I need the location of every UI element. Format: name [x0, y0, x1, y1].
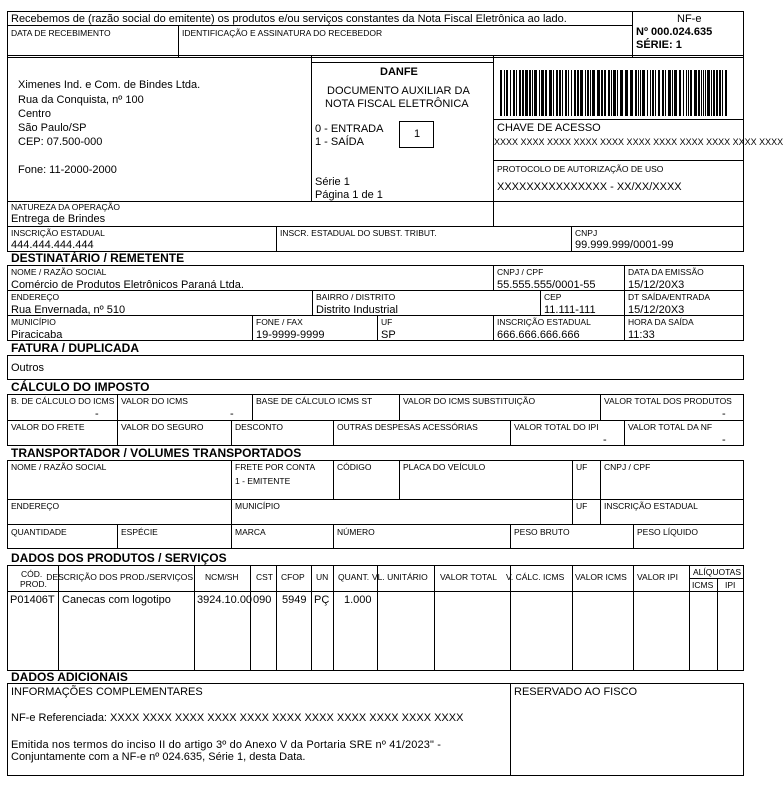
- transp-especie-label: ESPÉCIE: [121, 527, 158, 537]
- barcode-bar: [650, 70, 651, 116]
- ipi-label: VALOR TOTAL DO IPI: [514, 422, 599, 432]
- transp-codigo-label: CÓDIGO: [337, 462, 372, 472]
- dest-fone: 19-9999-9999: [256, 329, 325, 341]
- barcode-bar: [601, 70, 603, 116]
- barcode-bar: [694, 70, 697, 116]
- barcode-bar: [541, 70, 544, 116]
- transp-placa-label: PLACA DO VEÍCULO: [403, 462, 486, 472]
- barcode-bar: [597, 70, 600, 116]
- dest-cep-label: CEP: [544, 292, 562, 302]
- dest-hora: 11:33: [628, 329, 655, 341]
- barcode-bar: [506, 70, 508, 116]
- barcode-bar: [640, 70, 641, 116]
- danfe-sub1: DOCUMENTO AUXILIAR DA: [327, 85, 470, 97]
- ipi-value: -: [603, 434, 607, 446]
- dest-uf-label: UF: [381, 317, 393, 327]
- th-desc: DESCRIÇÃO DOS PROD./SERVIÇOS: [46, 572, 193, 582]
- dest-cep: 11.111-111: [544, 304, 596, 316]
- barcode-bar: [539, 70, 540, 116]
- transp-frete-label: FRETE POR CONTA: [235, 462, 316, 472]
- transp-frete-value: 1 - EMITENTE: [235, 476, 291, 486]
- transp-peso-bruto-label: PESO BRUTO: [514, 527, 570, 537]
- total-nf-label: VALOR TOTAL DA NF: [628, 422, 713, 432]
- emitente-name: Ximenes Ind. e Com. de Bindes Ltda.: [18, 79, 201, 91]
- barcode-bar: [532, 70, 533, 116]
- barcode-bar: [672, 70, 673, 116]
- th-prod: PROD.: [20, 579, 47, 589]
- dest-municipio-label: MUNICÍPIO: [11, 317, 56, 327]
- transp-municipio-label: MUNICÍPIO: [235, 501, 280, 511]
- barcode-bar: [553, 70, 554, 116]
- transp-peso-liquido-label: PESO LÍQUIDO: [637, 527, 698, 537]
- emitente-city: São Paulo/SP: [18, 122, 87, 134]
- canhoto-text: Recebemos de (razão social do emitente) os produtos e/ou serviços constantes da Nota Fiscal Eletrônica ao lado.: [11, 13, 567, 25]
- emitente-district: Centro: [18, 108, 52, 120]
- barcode-bar: [562, 70, 563, 116]
- ie-value: 444.444.444.444: [11, 239, 94, 251]
- th-cst: CST: [256, 572, 273, 582]
- destinatario-title: DESTINATÁRIO / REMETENTE: [11, 251, 185, 265]
- protocolo-value: XXXXXXXXXXXXXXX - XX/XX/XXXX: [497, 181, 682, 193]
- transportador-title: TRANSPORTADOR / VOLUMES TRANSPORTADOS: [11, 446, 302, 460]
- desconto-label: DESCONTO: [235, 422, 284, 432]
- emitente-street: Rua da Conquista, nº 100: [18, 94, 144, 106]
- bc-icms-st-label: BASE DE CÁLCULO ICMS ST: [256, 396, 373, 406]
- danfe-sub2: NOTA FISCAL ELETRÔNICA: [325, 98, 469, 110]
- barcode-bar: [587, 70, 589, 116]
- bc-icms-value: -: [95, 408, 99, 420]
- barcode-bar: [525, 70, 528, 116]
- th-ncm: NCM/SH: [205, 572, 239, 582]
- transp-endereco-label: ENDEREÇO: [11, 501, 60, 511]
- barcode-bar: [662, 70, 664, 116]
- barcode-bar: [529, 70, 531, 116]
- dest-nome-label: NOME / RAZÃO SOCIAL: [11, 267, 107, 277]
- transp-cnpj-label: CNPJ / CPF: [604, 462, 651, 472]
- th-cfop: CFOP: [281, 572, 305, 582]
- canhoto-nfe: NF-e: [677, 13, 702, 25]
- valor-icms-label: VALOR DO ICMS: [121, 396, 188, 406]
- outras-label: OUTRAS DESPESAS ACESSÓRIAS: [337, 422, 478, 432]
- barcode-bar: [668, 70, 671, 116]
- valor-icms-st-label: VALOR DO ICMS SUBSTITUIÇÃO: [403, 396, 536, 406]
- barcode-bar: [590, 70, 591, 116]
- dest-municipio: Piracicaba: [11, 329, 63, 341]
- th-vipi: VALOR IPI: [637, 572, 678, 582]
- row-cfop: 5949: [282, 594, 307, 606]
- barcode-bar: [638, 70, 639, 116]
- barcode-bar: [549, 70, 552, 116]
- row-cod: P01406T: [10, 594, 55, 606]
- barcode-bar: [630, 70, 633, 116]
- dest-bairro: Distrito Industrial: [316, 304, 398, 316]
- barcode-bar: [690, 70, 692, 116]
- th-vicms: VALOR ICMS: [575, 572, 627, 582]
- barcode-bar: [658, 70, 660, 116]
- barcode-bar: [500, 70, 502, 116]
- canhoto-numero: Nº 000.024.635: [636, 26, 713, 38]
- dest-bairro-label: BAIRRO / DISTRITO: [316, 292, 396, 302]
- barcode-bar: [719, 70, 721, 116]
- barcode-bar: [568, 70, 569, 116]
- row-quant: 1.000: [344, 594, 372, 606]
- barcode-bar: [674, 70, 677, 116]
- barcode-bar: [642, 70, 645, 116]
- total-nf-value: -: [722, 434, 726, 446]
- valor-produtos-label: VALOR TOTAL DOS PRODUTOS: [604, 396, 732, 406]
- transp-numero-label: NÚMERO: [337, 527, 375, 537]
- barcode-bar: [686, 70, 687, 116]
- dest-hora-label: HORA DA SAÍDA: [628, 317, 694, 327]
- dest-endereco-label: ENDEREÇO: [11, 292, 60, 302]
- info-label: INFORMAÇÕES COMPLEMENTARES: [11, 686, 203, 698]
- barcode-bar: [608, 70, 610, 116]
- barcode-bar: [707, 70, 710, 116]
- barcode-bar: [613, 70, 616, 116]
- transp-nome-label: NOME / RAZÃO SOCIAL: [11, 462, 107, 472]
- barcode-bar: [688, 70, 689, 116]
- barcode-bar: [698, 70, 700, 116]
- barcode-bar: [510, 70, 511, 116]
- th-cod: CÓD.: [21, 569, 43, 579]
- frete-label: VALOR DO FRETE: [11, 422, 85, 432]
- barcode-bar: [647, 70, 648, 116]
- barcode-bar: [585, 70, 586, 116]
- adicionais-title: DADOS ADICIONAIS: [11, 670, 128, 684]
- natureza-value: Entrega de Brindes: [11, 213, 106, 225]
- barcode-bar: [665, 70, 666, 116]
- dest-emissao: 15/12/20X3: [628, 279, 685, 291]
- canhoto-serie: SÉRIE: 1: [636, 39, 682, 51]
- fatura-title: FATURA / DUPLICADA: [11, 341, 139, 355]
- identificacao-label: IDENTIFICAÇÃO E ASSINATURA DO RECEBEDOR: [182, 28, 383, 38]
- barcode-bar: [716, 70, 718, 116]
- row-un: PÇ: [314, 594, 330, 606]
- th-quant: QUANT.: [338, 572, 370, 582]
- info-line1: Emitida nos termos do inciso II do artigo 3º do Anexo V da Portaria SRE nº 41/2023" -: [11, 739, 442, 751]
- danfe-title: DANFE: [380, 66, 418, 78]
- barcode-bar: [617, 70, 618, 116]
- danfe-entrada: 0 - ENTRADA: [315, 123, 384, 135]
- barcode-bar: [652, 70, 654, 116]
- transp-uf2-label: UF: [576, 501, 588, 511]
- row-ncm: 3924.10.00: [197, 594, 253, 606]
- emitente-cep: CEP: 07.500-000: [18, 136, 103, 148]
- barcode-bar: [516, 70, 517, 116]
- barcode-bar: [705, 70, 706, 116]
- th-aipi: IPI: [725, 580, 736, 590]
- barcode-bar: [604, 70, 606, 116]
- valor-produtos-value: -: [722, 408, 726, 420]
- emitente-phone: Fone: 11-2000-2000: [18, 164, 117, 176]
- barcode-bar: [655, 70, 656, 116]
- danfe-pagina: Página 1 de 1: [315, 189, 383, 201]
- reservado-label: RESERVADO AO FISCO: [514, 686, 638, 698]
- barcode-bar: [725, 70, 727, 116]
- valor-icms-value: -: [230, 408, 234, 420]
- cnpj-label: CNPJ: [575, 228, 598, 238]
- barcode-bar: [713, 70, 715, 116]
- barcode-bar: [701, 70, 702, 116]
- dest-saida: 15/12/20X3: [628, 304, 685, 316]
- barcode-bar: [571, 70, 572, 116]
- barcode-bar: [620, 70, 623, 116]
- th-vtotal: VALOR TOTAL: [440, 572, 498, 582]
- ie-st-label: INSCR. ESTADUAL DO SUBST. TRIBUT.: [280, 228, 437, 238]
- barcode: [500, 70, 728, 116]
- barcode-bar: [522, 70, 524, 116]
- info-ref: NF-e Referenciada: XXXX XXXX XXXX XXXX XXXX XXXX XXXX XXXX XXXX XXXX XXXX: [11, 712, 464, 724]
- danfe-tipo: 1: [414, 128, 421, 140]
- barcode-bar: [592, 70, 595, 116]
- produtos-title: DADOS DOS PRODUTOS / SERVIÇOS: [11, 551, 227, 565]
- barcode-bar: [559, 70, 561, 116]
- seguro-label: VALOR DO SEGURO: [121, 422, 204, 432]
- th-vunit: VL. UNITÁRIO: [372, 572, 428, 582]
- transp-ie-label: INSCRIÇÃO ESTADUAL: [604, 501, 698, 511]
- danfe-serie: Série 1: [315, 176, 350, 188]
- barcode-bar: [679, 70, 681, 116]
- th-aicms: ICMS: [692, 580, 714, 590]
- barcode-bar: [545, 70, 547, 116]
- barcode-bar: [625, 70, 628, 116]
- danfe-saida: 1 - SAÍDA: [315, 136, 364, 148]
- dest-fone-label: FONE / FAX: [256, 317, 303, 327]
- transp-quantidade-label: QUANTIDADE: [11, 527, 67, 537]
- dest-emissao-label: DATA DA EMISSÃO: [628, 267, 704, 277]
- dest-saida-label: DT SAÍDA/ENTRADA: [628, 292, 711, 302]
- dest-endereco: Rua Envernada, nº 510: [11, 304, 126, 316]
- row-desc: Canecas com logotipo: [62, 594, 171, 606]
- dest-nome: Comércio de Produtos Eletrônicos Paraná Ltda.: [11, 279, 244, 291]
- dest-uf: SP: [381, 329, 396, 341]
- barcode-bar: [504, 70, 505, 116]
- barcode-bar: [574, 70, 576, 116]
- dest-cnpj: 55.555.555/0001-55: [497, 279, 596, 291]
- barcode-bar: [513, 70, 515, 116]
- chave-value: XXXX XXXX XXXX XXXX XXXX XXXX XXXX XXXX XXXX XXXX XXXX: [494, 137, 783, 147]
- cnpj-value: 99.999.999/0001-99: [575, 239, 674, 251]
- transp-marca-label: MARCA: [235, 527, 266, 537]
- row-cst: 090: [253, 594, 272, 606]
- dest-ie: 666.666.666.666: [497, 329, 580, 341]
- chave-label: CHAVE DE ACESSO: [497, 122, 601, 134]
- barcode-bar: [519, 70, 521, 116]
- barcode-bar: [565, 70, 567, 116]
- imposto-title: CÁLCULO DO IMPOSTO: [11, 380, 150, 394]
- barcode-bar: [703, 70, 704, 116]
- info-line2: Conjuntamente com a NF-e nº 024.635, Série 1, desta Data.: [11, 751, 306, 763]
- barcode-bar: [580, 70, 583, 116]
- th-un: UN: [316, 572, 329, 582]
- dest-cnpj-label: CNPJ / CPF: [497, 267, 544, 277]
- barcode-bar: [534, 70, 537, 116]
- barcode-bar: [711, 70, 712, 116]
- barcode-bar: [683, 70, 684, 116]
- data-recebimento-label: DATA DE RECEBIMENTO: [11, 28, 111, 38]
- barcode-bar: [722, 70, 723, 116]
- natureza-label: NATUREZA DA OPERAÇÃO: [11, 202, 120, 212]
- dest-ie-label: INSCRIÇÃO ESTADUAL: [497, 317, 591, 327]
- bc-icms-label: B. DE CÁLCULO DO ICMS: [11, 396, 115, 406]
- barcode-bar: [611, 70, 612, 116]
- fatura-value: Outros: [11, 362, 45, 374]
- protocolo-label: PROTOCOLO DE AUTORIZAÇÃO DE USO: [497, 164, 664, 174]
- barcode-bar: [556, 70, 558, 116]
- ie-label: INSCRIÇÃO ESTADUAL: [11, 228, 105, 238]
- transp-uf-label: UF: [576, 462, 588, 472]
- barcode-bar: [635, 70, 637, 116]
- barcode-bar: [577, 70, 579, 116]
- th-aliq: ALÍQUOTAS: [693, 567, 742, 577]
- th-vcalc: V. CÁLC. ICMS: [506, 572, 565, 582]
